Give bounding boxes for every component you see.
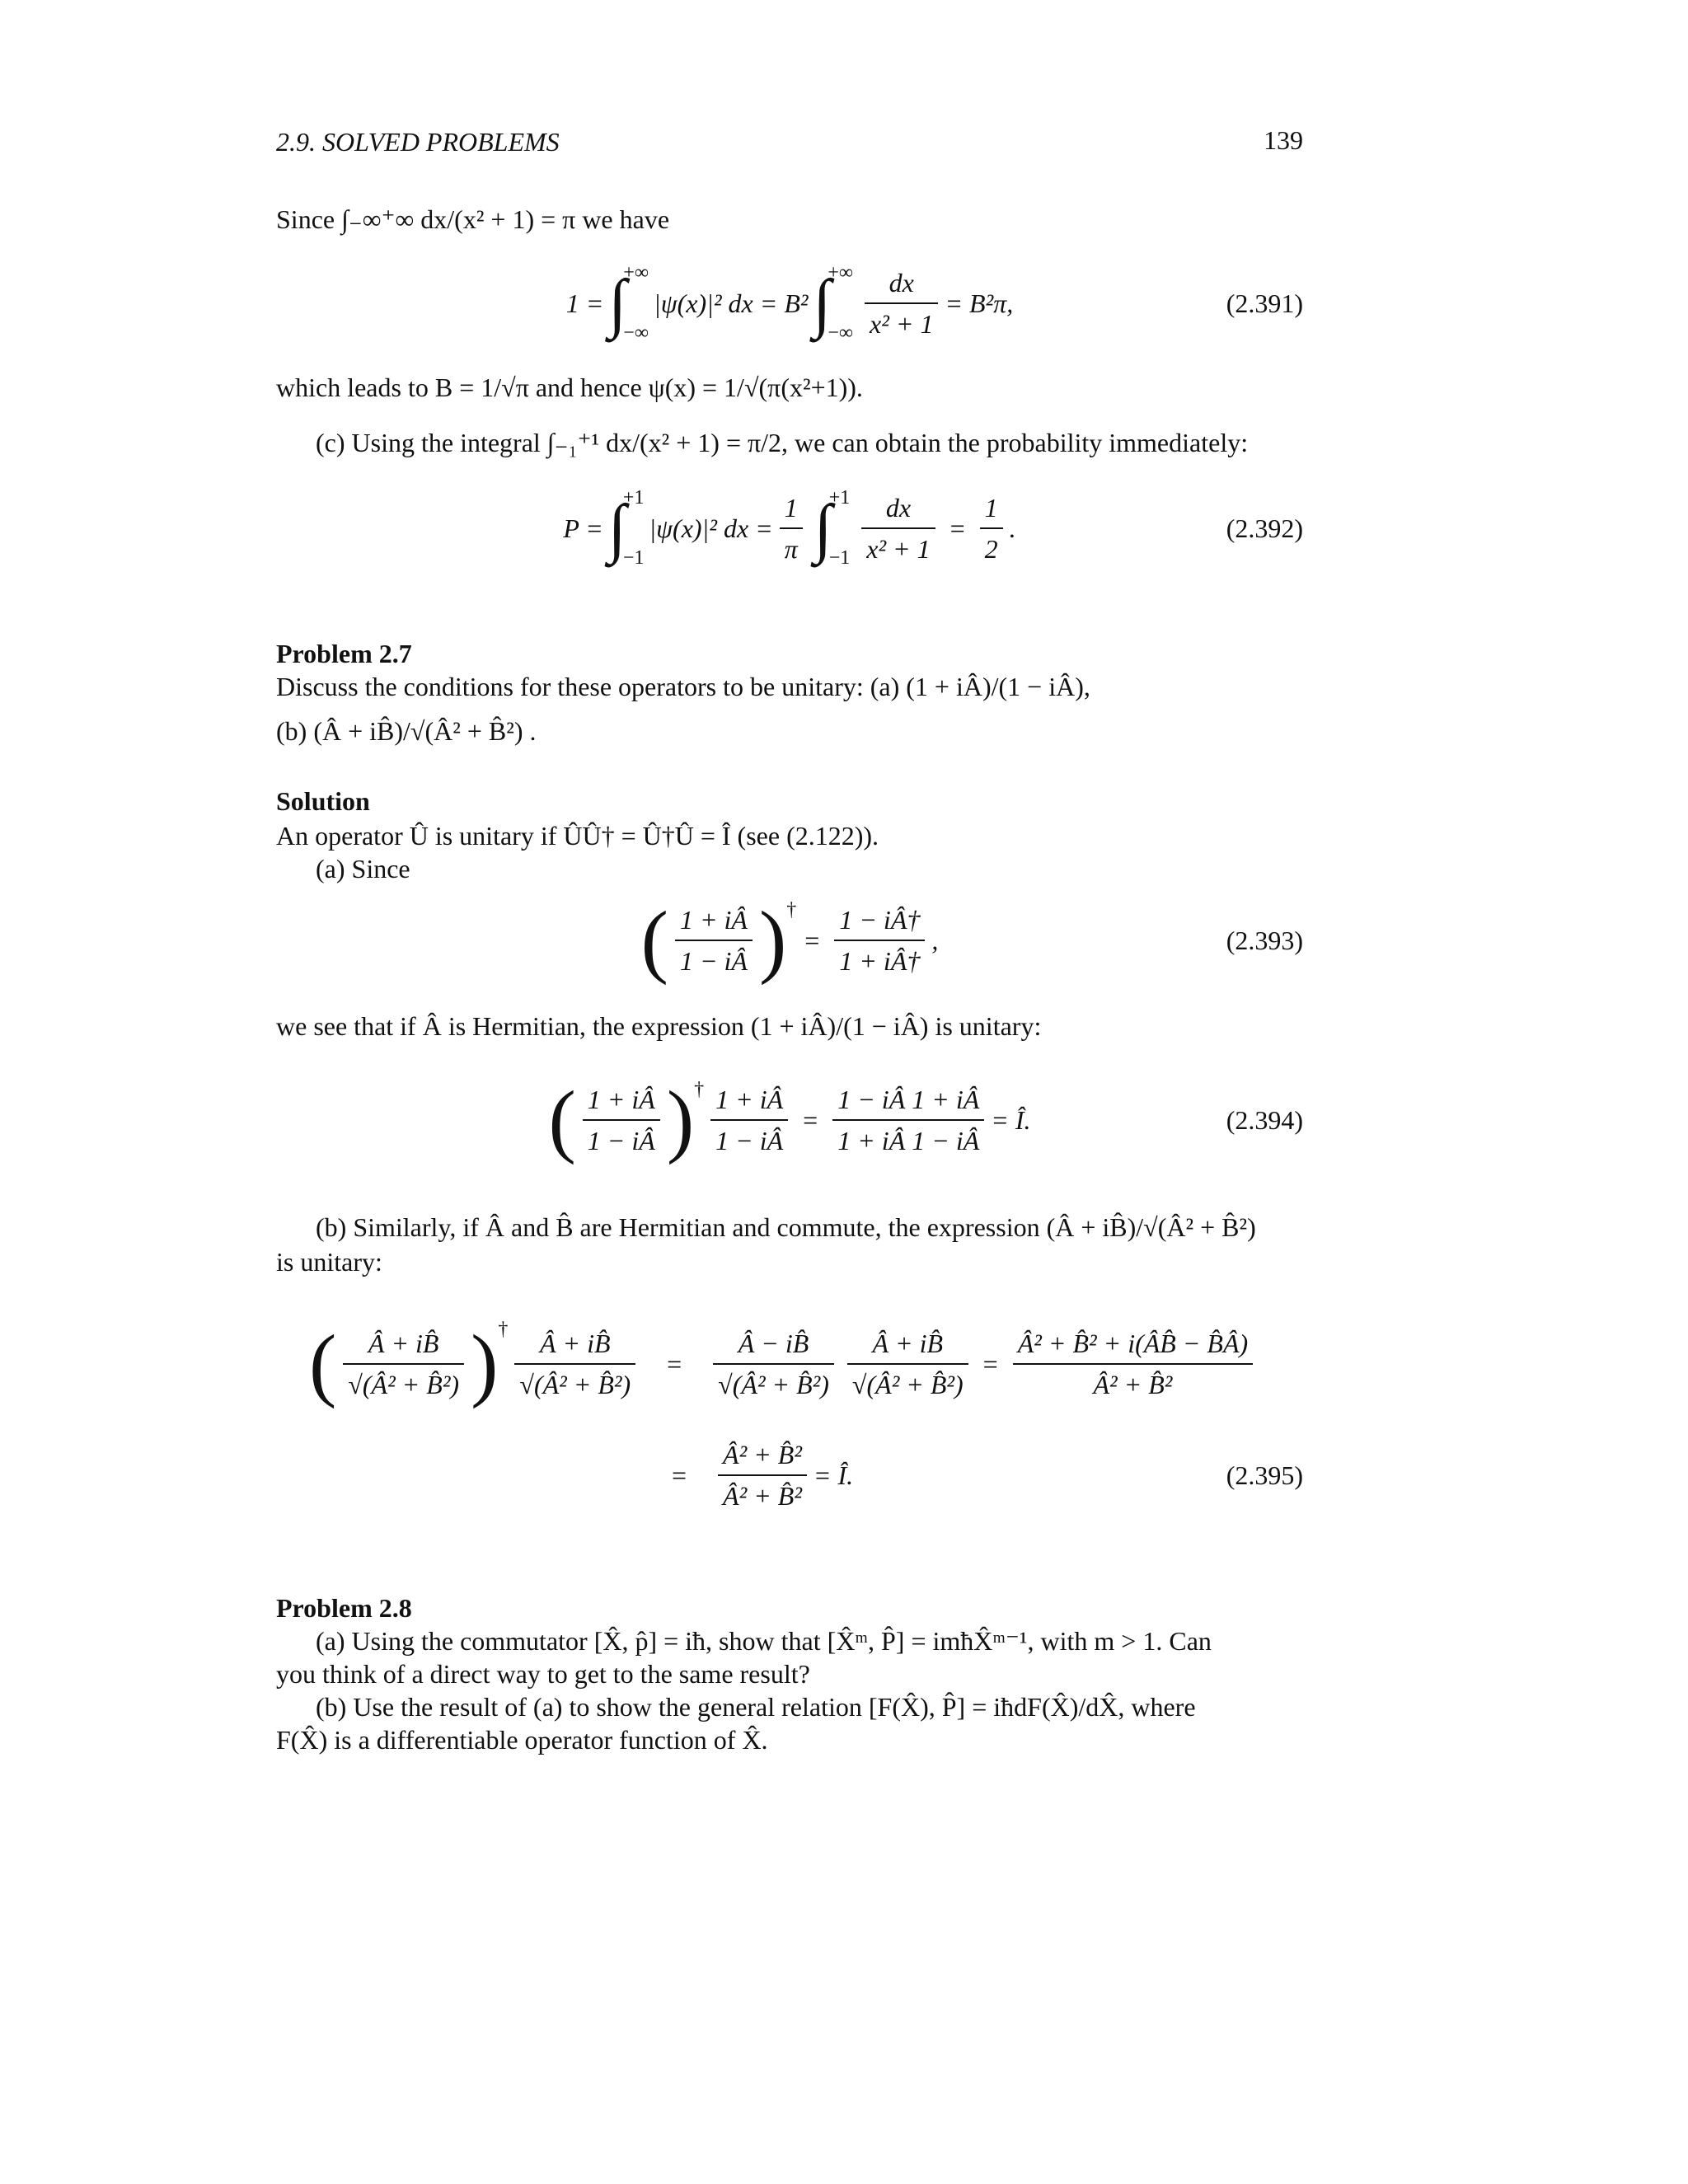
eq-text: |ψ(x)|² dx = B² — [653, 288, 809, 318]
denominator: x² + 1 — [870, 309, 934, 339]
denominator: 1 + iÂ† — [839, 946, 921, 976]
fraction — [780, 488, 803, 569]
fraction — [847, 1324, 968, 1404]
fraction — [583, 1080, 660, 1160]
equation-2-394: ( $\frac{1 + iÂ}{1 - iÂ}$ ) † $\frac{1 + iÂ}{1 - iÂ}$ = $\frac{1 - iÂ 1 + iÂ}{1 + iÂ 1 - iÂ}$ = Î. (2.394) — [548, 1074, 1303, 1165]
fraction — [713, 1324, 834, 1404]
denominator: π — [784, 534, 798, 564]
numerator: 1 + iÂ — [583, 1080, 660, 1121]
equation-number: (2.391) — [1226, 288, 1303, 318]
paragraph: Since ∫₋∞⁺∞ dx/(x² + 1) = π we have — [276, 204, 670, 234]
lower-limit: −1 — [622, 547, 645, 569]
problem-text: (b) (Â + iB̂)/√(Â² + B̂²) . — [276, 716, 537, 746]
numerator: dx — [865, 263, 938, 304]
integral-sign: ∫ +1 −1 — [814, 487, 851, 569]
problem-heading: Problem 2.8 — [276, 1593, 412, 1623]
dagger: † — [786, 899, 797, 921]
upper-limit: +∞ — [623, 262, 649, 284]
denominator: √(Â² + B̂²) — [718, 1370, 829, 1399]
solution-text: An operator Û is unitary if ÛÛ† = Û†Û = Î (see (2.122)). — [276, 821, 879, 851]
eq-text: = B²π, — [945, 288, 1014, 318]
page-number: 139 — [1264, 125, 1303, 155]
period: . — [1009, 513, 1016, 543]
numerator: Â + iB̂ — [847, 1324, 968, 1365]
upper-limit: +1 — [622, 487, 645, 509]
problem-text: (a) Using the commutator [X̂, p̂] = iħ, show that [X̂ᵐ, P̂] = imħX̂ᵐ⁻¹, with m > 1. Can — [316, 1626, 1212, 1656]
problem-text: Discuss the conditions for these operators to be unitary: (a) (1 + iÂ)/(1 − iÂ), — [276, 672, 1090, 701]
problem-text: (b) Use the result of (a) to show the general relation [F(X̂), P̂] = iħdF(X̂)/dX̂, where — [316, 1692, 1196, 1722]
numerator: Â² + B̂² — [718, 1435, 807, 1476]
comma: , — [931, 925, 939, 955]
numerator: dx — [861, 488, 935, 529]
denominator: √(Â² + B̂²) — [348, 1370, 460, 1399]
solution-text: (a) Since — [316, 854, 410, 883]
equation-number: (2.392) — [1226, 513, 1303, 543]
numerator: 1 + iÂ — [675, 900, 753, 941]
fraction — [861, 488, 935, 569]
equation-number: (2.393) — [1226, 925, 1303, 955]
problem-text: F(X̂) is a differentiable operator function of X̂. — [276, 1725, 768, 1755]
denominator: 1 + iÂ 1 − iÂ — [837, 1126, 980, 1155]
equals: = — [982, 1348, 998, 1379]
denominator: 1 − iÂ — [715, 1126, 784, 1155]
equals: = — [672, 1460, 687, 1490]
integral-sign: ∫ +∞ −∞ — [608, 262, 649, 344]
equation-number: (2.395) — [1226, 1460, 1303, 1490]
fraction — [675, 900, 753, 981]
running-header: 2.9. SOLVED PROBLEMS — [276, 127, 560, 157]
equation-2-391 — [276, 262, 1303, 344]
fraction — [832, 1080, 984, 1160]
problem-heading: Problem 2.7 — [276, 639, 412, 668]
denominator: 1 − iÂ — [679, 946, 748, 976]
fraction — [710, 1080, 788, 1160]
fraction — [865, 263, 938, 344]
numerator: 1 − iÂ 1 + iÂ — [832, 1080, 984, 1121]
fraction — [1013, 1324, 1253, 1404]
paragraph: is unitary: — [276, 1247, 382, 1277]
upper-limit: +1 — [828, 487, 851, 509]
denominator: Â² + B̂² — [1093, 1370, 1173, 1399]
solution-heading: Solution — [276, 786, 370, 816]
integral-sign: ∫ +∞ −∞ — [813, 262, 854, 344]
paragraph: which leads to B = 1/√π and hence ψ(x) = 1/√(π(x²+1)). — [276, 373, 863, 402]
fraction — [980, 488, 1003, 569]
denominator: √(Â² + B̂²) — [851, 1370, 964, 1399]
denominator: √(Â² + B̂²) — [519, 1370, 631, 1399]
lower-limit: −1 — [828, 547, 851, 569]
denominator: x² + 1 — [866, 534, 931, 564]
eq-text: = Î. — [991, 1104, 1031, 1135]
denominator: 2 — [984, 534, 998, 564]
paragraph: we see that if Â is Hermitian, the expression (1 + iÂ)/(1 − iÂ) is unitary: — [276, 1011, 1042, 1041]
dagger: † — [498, 1319, 509, 1340]
paragraph: (b) Similarly, if Â and B̂ are Hermitian and commute, the expression (Â + iB̂)/√(Â² + B̂²) — [316, 1212, 1256, 1242]
fraction — [834, 900, 925, 981]
denominator: 1 − iÂ — [587, 1126, 655, 1155]
integral-sign: ∫ +1 −1 — [607, 487, 645, 569]
dagger: † — [694, 1079, 705, 1100]
eq-text: |ψ(x)|² dx = — [649, 513, 773, 543]
equation-2-395-line1: ( $\frac{Â + iB̂}{\text{√(Â² + B̂²)}}$ ) † $\frac{Â + iB̂}{\text{√(Â² + B̂²)}}$ = $\frac{Â - iB̂}{\text{√(Â² + B̂²)}}$ $\frac{Â + iB̂}{\text{√(Â² + B̂²)}}$ = $\frac{\text{Â² + B̂² + i(ÂB̂ − B̂Â)}}{\text{Â² + B̂²}}$ — [276, 1319, 1303, 1409]
eq-text: 1 = — [565, 288, 604, 318]
equals: = — [950, 513, 965, 543]
lower-limit: −∞ — [623, 322, 649, 344]
equation-2-395-line2 — [276, 1434, 1303, 1516]
upper-limit: +∞ — [828, 262, 854, 284]
fraction — [514, 1324, 635, 1404]
fraction — [343, 1324, 464, 1404]
lower-limit: −∞ — [828, 322, 854, 344]
paragraph: (c) Using the integral ∫₋₁⁺¹ dx/(x² + 1) = π/2, we can obtain the probability immediately: — [316, 428, 1249, 457]
denominator: Â² + B̂² — [723, 1481, 802, 1511]
numerator: Â² + B̂² + i(ÂB̂ − B̂Â) — [1013, 1324, 1253, 1365]
equals: = — [803, 1104, 818, 1135]
eq-text: P = — [563, 513, 603, 543]
equation-2-392 — [276, 487, 1303, 569]
numerator: Â + iB̂ — [514, 1324, 635, 1365]
equals: = — [804, 925, 820, 955]
equation-number: (2.394) — [1226, 1104, 1303, 1135]
equals: = — [667, 1348, 682, 1379]
fraction — [718, 1435, 807, 1516]
equation-2-393: ( $\frac{1 + iÂ}{1 - iÂ}$ ) † = $\frac{1 - iÂ\dagger}{1 + iÂ\dagger}$ , (2.393) — [640, 894, 1303, 986]
numerator: 1 + iÂ — [710, 1080, 788, 1121]
problem-text: you think of a direct way to get to the same result? — [276, 1659, 810, 1689]
numerator: Â + iB̂ — [343, 1324, 464, 1365]
numerator: 1 — [980, 488, 1003, 529]
numerator: 1 — [780, 488, 803, 529]
eq-text: = Î. — [813, 1460, 854, 1490]
numerator: 1 − iÂ† — [834, 900, 925, 941]
numerator: Â − iB̂ — [713, 1324, 834, 1365]
